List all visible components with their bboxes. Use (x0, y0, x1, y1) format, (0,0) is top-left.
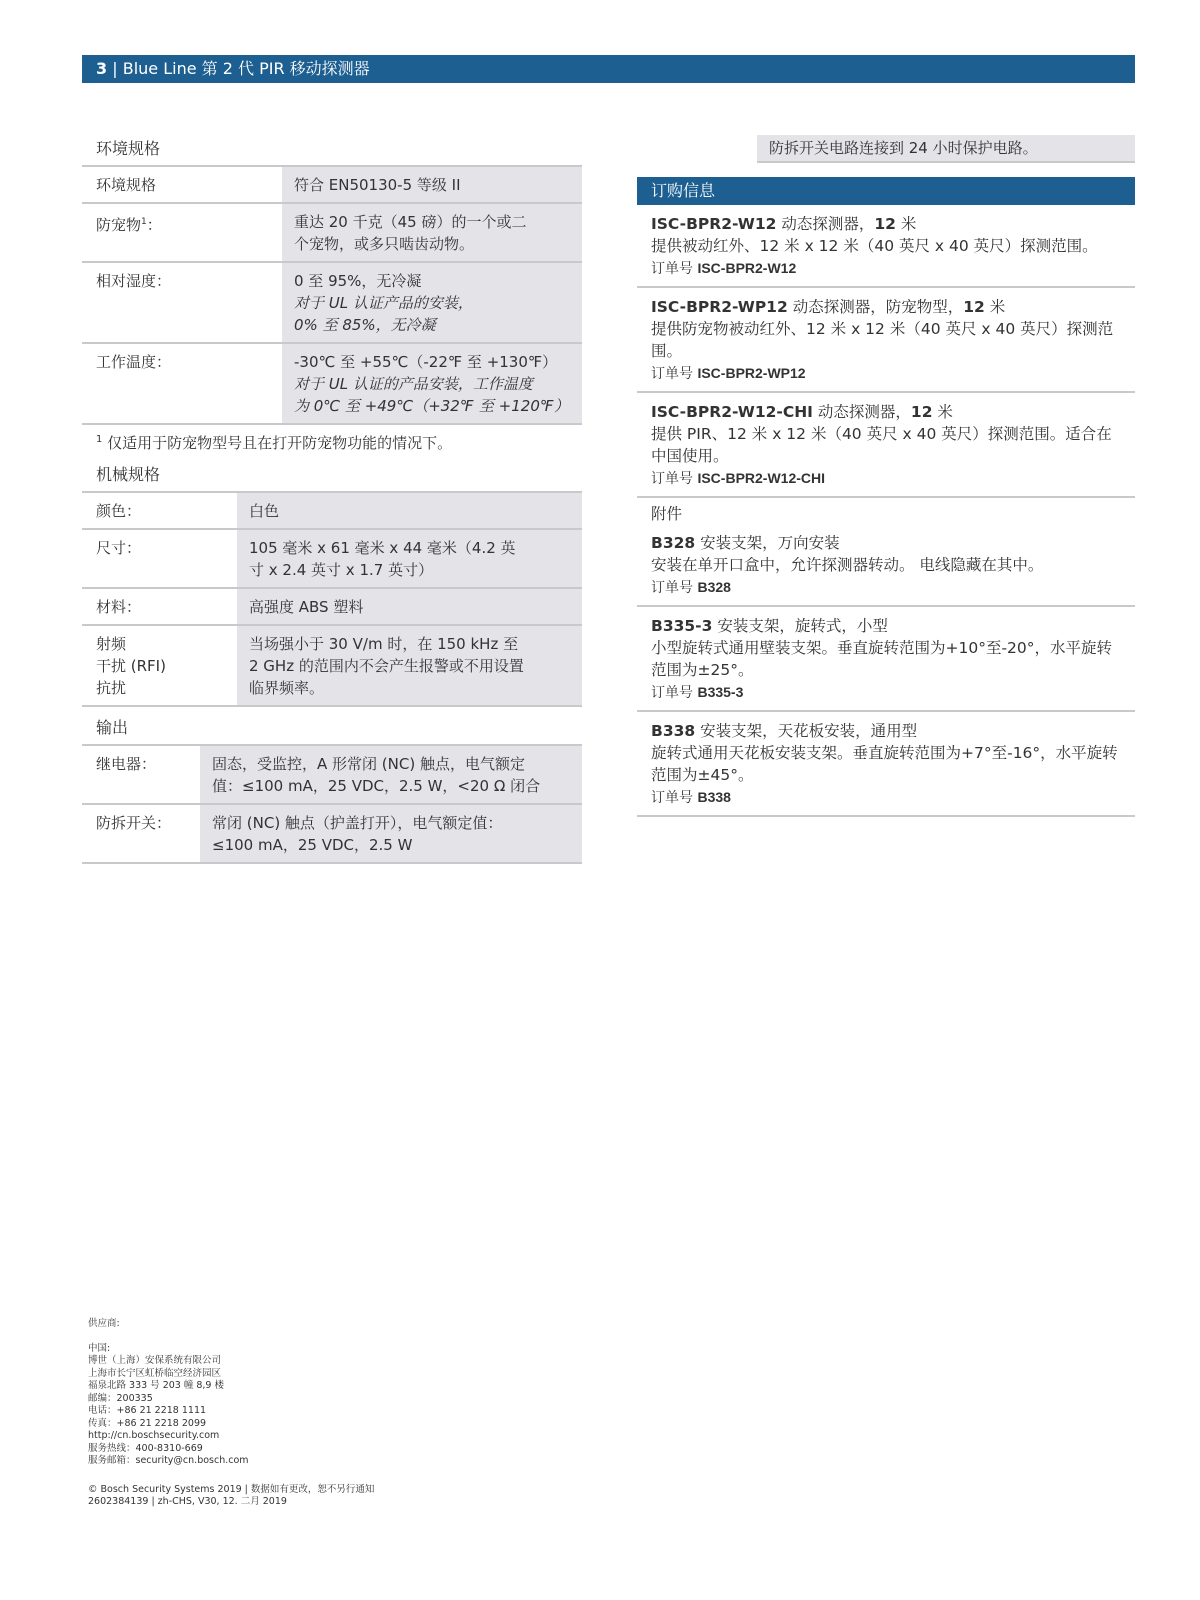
spec-label: 继电器： (82, 745, 200, 804)
table-row (82, 529, 582, 588)
spec-label: 防拆开关： (82, 804, 200, 863)
spec-label: 颜色： (82, 492, 237, 529)
table-row (82, 262, 582, 343)
footer-contact: 供应商: 中国: 博世（上海）安保系统有限公司 上海市长宁区虹桥临空经济园区 福泉北路 333 号 203 幢 8,9 楼 邮编：200335 电话：+86 21 2218 1111 传真：+86 21 2218 2099 http://cn.boschsecurity.com 服务热线：400-8310-669 服务邮箱：security@cn.bosch.com © Bosch Security Systems 2019 | 数据如有更改，恕不另行通知 2602384139 | zh-CHS, V30, 12. 二月 2019 (88, 1318, 375, 1507)
spec-label: 工作温度： (82, 343, 282, 424)
spec-label: 环境规格 (82, 166, 282, 203)
mechanical-section-title: 机械规格 (96, 465, 161, 484)
table-row (82, 625, 582, 706)
spec-value: 重达 20 千克（45 磅）的一个或二 个宠物，或多只啮齿动物。 (282, 203, 582, 262)
environment-section-title: 环境规格 (96, 139, 161, 158)
accessory-item: B338 安装支架，天花板安装，通用型 旋转式通用天花板安装支架。垂直旋转范围为+7°至-16°，水平旋转范围为±45°。 订单号 B338 (637, 712, 1135, 817)
ordering-section-title: 订购信息 (637, 177, 1135, 205)
spec-value: 白色 (237, 492, 582, 529)
mechanical-table (82, 491, 582, 707)
tamper-continuation: 防拆开关电路连接到 24 小时保护电路。 (757, 135, 1135, 163)
table-row (82, 203, 582, 262)
spec-label: 防宠物$^1$： (82, 203, 282, 262)
output-section-title: 输出 (96, 718, 129, 737)
table-row (82, 745, 582, 804)
page-number: 3 (96, 59, 108, 78)
order-item: ISC-BPR2-W12-CHI 动态探测器，12 米 提供 PIR、12 米 x 12 米（40 英尺 x 40 英尺）探测范围。适合在中国使用。 订单号 ISC-BPR2-W12-CHI (637, 393, 1135, 498)
order-item: ISC-BPR2-WP12 动态探测器，防宠物型，12 米 提供防宠物被动红外、12 米 x 12 米（40 英尺 x 40 英尺）探测范围。 订单号 ISC-BPR2-WP12 (637, 288, 1135, 393)
spec-label: 尺寸： (82, 529, 237, 588)
right-column (637, 135, 1135, 817)
supplier-label: 供应商: (88, 1318, 120, 1329)
table-row (82, 588, 582, 625)
output-table (82, 744, 582, 864)
table-row (82, 492, 582, 529)
left-column (82, 128, 582, 864)
spec-value: 0 至 95%，无冷凝 对于 UL 认证产品的安装， 0% 至 85%，无冷凝 (282, 262, 582, 343)
website-link[interactable]: http://cn.boschsecurity.com (88, 1430, 220, 1441)
environment-table (82, 165, 582, 425)
copyright: © Bosch Security Systems 2019 | 数据如有更改，恕不另行通知 (88, 1483, 375, 1495)
table-row (82, 804, 582, 863)
table-row (82, 343, 582, 424)
order-item: ISC-BPR2-W12 动态探测器，12 米 提供被动红外、12 米 x 12 米（40 英尺 x 40 英尺）探测范围。 订单号 ISC-BPR2-W12 (637, 205, 1135, 288)
spec-label: 射频 干扰 (RFI) 抗扰 (82, 625, 237, 706)
accessory-item: B335-3 安装支架，旋转式，小型 小型旋转式通用壁装支架。垂直旋转范围为+10°至-20°，水平旋转范围为±25°。 订单号 B335-3 (637, 607, 1135, 712)
spec-label: 材料： (82, 588, 237, 625)
accessory-item: B328 安装支架，万向安装 安装在单开口盒中，允许探测器转动。 电线隐藏在其中。 订单号 B328 (637, 524, 1135, 607)
spec-value: 符合 EN50130-5 等级 II (282, 166, 582, 203)
table-row (82, 166, 582, 203)
spec-value: -30℃ 至 +55℃（-22℉ 至 +130℉） 对于 UL 认证的产品安装，工作温度 为 0℃ 至 +49℃（+32℉ 至 +120℉） (282, 343, 582, 424)
spec-label: 相对湿度： (82, 262, 282, 343)
accessories-title: 附件 (651, 505, 683, 523)
spec-value: 高强度 ABS 塑料 (237, 588, 582, 625)
footnote: $^1$ 仅适用于防宠物型号且在打开防宠物功能的情况下。 (96, 434, 453, 452)
doc-id: 2602384139 | zh-CHS, V30, 12. 二月 2019 (88, 1496, 287, 1507)
document-title: | Blue Line 第 2 代 PIR 移动探测器 (112, 59, 370, 78)
spec-value: 105 毫米 x 61 毫米 x 44 毫米（4.2 英 寸 x 2.4 英寸 x 1.7 英寸） (237, 529, 582, 588)
email-link[interactable]: 服务邮箱：security@cn.bosch.com (88, 1455, 249, 1466)
page-header-banner (82, 55, 1135, 83)
spec-value: 固态，受监控，A 形常闭 (NC) 触点，电气额定 值：≤100 mA，25 VDC，2.5 W，<20 Ω 闭合 (200, 745, 582, 804)
spec-value: 当场强小于 30 V/m 时，在 150 kHz 至 2 GHz 的范围内不会产生报警或不用设置 临界频率。 (237, 625, 582, 706)
spec-value: 常闭 (NC) 触点（护盖打开），电气额定值： ≤100 mA，25 VDC，2.5 W (200, 804, 582, 863)
